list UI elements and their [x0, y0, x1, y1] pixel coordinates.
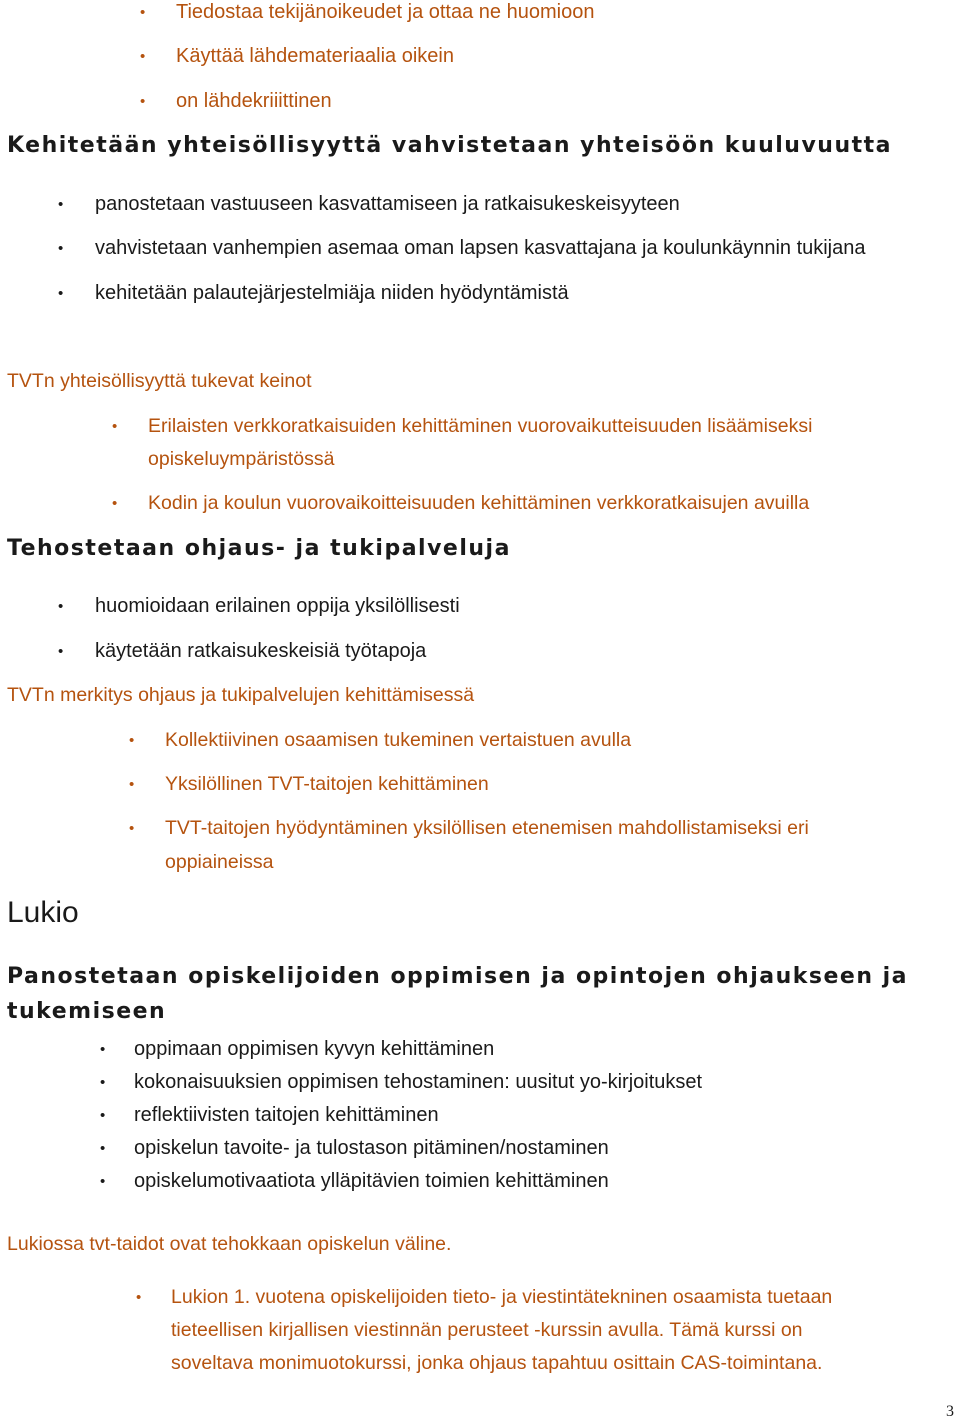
- bullet-icon: •: [58, 598, 64, 615]
- subheading: Lukiossa tvt-taidot ovat tehokkaan opiskelun väline.: [7, 1233, 452, 1255]
- paragraph-line: soveltava monimuotokurssi, jonka ohjaus tapahtuu osittain CAS-toimintana.: [171, 1352, 823, 1374]
- list-item: opiskelun tavoite- ja tulostason pitäminen/nostaminen: [134, 1137, 609, 1159]
- section-heading-continuation: tukemiseen: [7, 999, 167, 1024]
- bullet-icon: •: [58, 285, 64, 302]
- list-item-continuation: opiskeluympäristössä: [148, 448, 335, 470]
- bullet-icon: •: [100, 1173, 106, 1190]
- bullet-icon: •: [100, 1041, 106, 1058]
- bullet-icon: •: [129, 776, 135, 793]
- list-item: kokonaisuuksien oppimisen tehostaminen: uusitut yo-kirjoitukset: [134, 1071, 703, 1093]
- list-item-continuation: oppiaineissa: [165, 851, 274, 873]
- list-item: panostetaan vastuuseen kasvattamiseen ja ratkaisukeskeisyyteen: [95, 193, 680, 215]
- list-item: on lähdekriiittinen: [176, 90, 332, 112]
- bullet-icon: •: [58, 240, 64, 257]
- list-item: reflektiivisten taitojen kehittäminen: [134, 1104, 439, 1126]
- paragraph-line: tieteellisen kirjallisen viestinnän perusteet -kurssin avulla. Tämä kurssi on: [171, 1319, 803, 1341]
- bullet-icon: •: [100, 1107, 106, 1124]
- section-heading: Tehostetaan ohjaus- ja tukipalveluja: [7, 536, 511, 561]
- section-heading: Kehitetään yhteisöllisyyttä vahvistetaan yhteisöön kuuluvuutta: [7, 133, 892, 158]
- subheading: TVTn yhteisöllisyyttä tukevat keinot: [7, 370, 312, 392]
- paragraph-line: Lukion 1. vuotena opiskelijoiden tieto- ja viestintätekninen osaamista tuetaan: [171, 1286, 833, 1308]
- list-item: Käyttää lähdemateriaalia oikein: [176, 45, 454, 67]
- list-item: Kollektiivinen osaamisen tukeminen vertaistuen avulla: [165, 729, 632, 751]
- bullet-icon: •: [112, 495, 118, 512]
- list-item: Erilaisten verkkoratkaisuiden kehittäminen vuorovaikutteisuuden lisäämiseksi: [148, 415, 813, 437]
- bullet-icon: •: [100, 1074, 106, 1091]
- list-item: Yksilöllinen TVT-taitojen kehittäminen: [165, 773, 489, 795]
- bullet-icon: •: [129, 732, 135, 749]
- bullet-icon: •: [58, 643, 64, 660]
- list-item: huomioidaan erilainen oppija yksilöllisesti: [95, 595, 460, 617]
- section-heading: Panostetaan opiskelijoiden oppimisen ja opintojen ohjaukseen ja: [7, 964, 909, 989]
- subheading: TVTn merkitys ohjaus ja tukipalvelujen kehittämisessä: [7, 684, 475, 706]
- list-item: oppimaan oppimisen kyvyn kehittäminen: [134, 1038, 495, 1060]
- list-item: TVT-taitojen hyödyntäminen yksilöllisen etenemisen mahdollistamiseksi eri: [165, 817, 809, 839]
- bullet-icon: •: [140, 4, 146, 21]
- list-item: vahvistetaan vanhempien asemaa oman lapsen kasvattajana ja koulunkäynnin tukijana: [95, 237, 866, 259]
- page-number: 3: [946, 1403, 954, 1420]
- bullet-icon: •: [112, 418, 118, 435]
- page-title: Lukio: [7, 896, 79, 929]
- list-item: Tiedostaa tekijänoikeudet ja ottaa ne huomioon: [176, 1, 595, 23]
- bullet-icon: •: [140, 93, 146, 110]
- list-item: Kodin ja koulun vuorovaikoitteisuuden kehittäminen verkkoratkaisujen avuilla: [148, 492, 810, 514]
- bullet-icon: •: [58, 196, 64, 213]
- bullet-icon: •: [140, 48, 146, 65]
- bullet-icon: •: [100, 1140, 106, 1157]
- bullet-icon: •: [136, 1289, 142, 1306]
- list-item: käytetään ratkaisukeskeisiä työtapoja: [95, 640, 427, 662]
- bullet-icon: •: [129, 820, 135, 837]
- list-item: opiskelumotivaatiota ylläpitävien toimien kehittäminen: [134, 1170, 609, 1192]
- list-item: kehitetään palautejärjestelmiäja niiden hyödyntämistä: [95, 282, 569, 304]
